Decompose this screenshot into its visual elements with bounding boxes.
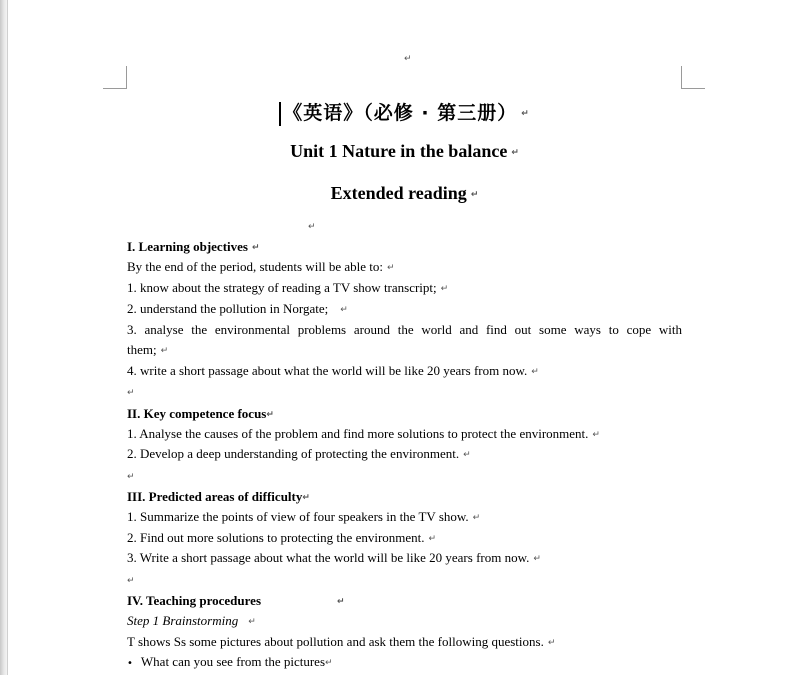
paragraph-mark-icon: ↵ — [521, 108, 530, 119]
crop-mark-top-right — [681, 66, 705, 89]
paragraph-mark-icon: ↵ — [533, 554, 541, 565]
competence-item: 1. Analyse the causes of the problem and find more solutions to protect the environment. ↵ — [127, 426, 600, 441]
paragraph-mark-icon: ↵ — [302, 493, 310, 504]
competence-heading: II. Key competence focus↵ — [127, 406, 274, 421]
objective-item: 1. know about the strategy of reading a TV show transcript; ↵ — [127, 280, 449, 295]
bullet-icon: • — [127, 658, 133, 669]
document-title-chinese: 《英语》（必修 · 第三册） ↵ — [8, 98, 801, 126]
paragraph-mark-icon: ↵ — [251, 243, 260, 254]
document-page[interactable] — [8, 0, 801, 675]
paragraph-mark-icon: ↵ — [470, 189, 479, 200]
paragraph-mark-icon: ↵ — [325, 658, 333, 669]
paragraph-mark-icon: ↵ — [337, 597, 345, 608]
procedures-heading: IV. Teaching procedures ↵ — [127, 593, 345, 608]
paragraph-mark-icon: ↵ — [340, 305, 348, 316]
bullet-item: • What can you see from the pictures↵ — [127, 654, 333, 669]
paragraph-mark-icon: ↵ — [386, 263, 395, 274]
competence-item: 2. Develop a deep understanding of protecting the environment. ↵ — [127, 446, 471, 461]
objective-item-continued: them; ↵ — [127, 342, 169, 357]
paragraph-mark-icon: ↵ — [248, 617, 256, 628]
paragraph-mark-icon: ↵ — [547, 638, 556, 649]
objectives-intro: By the end of the period, students will be able to: ↵ — [127, 259, 395, 274]
objective-item: 3. analyse the environmental problems around the world and find out some ways to cope with — [127, 322, 682, 337]
paragraph-mark-icon: ↵ — [428, 534, 437, 545]
crop-mark-top-left — [103, 66, 127, 89]
paragraph-mark-icon: ↵ — [472, 513, 481, 524]
empty-paragraph — [127, 570, 687, 591]
paragraph-mark-icon: ↵ — [511, 147, 519, 158]
paragraph-mark-icon: ↵ — [160, 346, 169, 357]
objective-item: 4. write a short passage about what the world will be like 20 years from now. ↵ — [127, 363, 539, 378]
objectives-heading: I. Learning objectives ↵ — [127, 239, 260, 254]
window-left-edge — [0, 0, 8, 675]
paragraph-mark-icon: ↵ — [127, 472, 135, 483]
paragraph-mark-icon: ↵ — [266, 410, 274, 421]
paragraph-mark-icon: ↵ — [592, 430, 600, 441]
unit-title: Unit 1 Nature in the balance ↵ — [290, 141, 519, 161]
paragraph-mark-icon: ↵ — [127, 388, 135, 399]
difficulty-heading: III. Predicted areas of difficulty↵ — [127, 489, 310, 504]
empty-paragraph — [304, 216, 324, 237]
empty-paragraph — [127, 382, 687, 403]
objective-item: 2. understand the pollution in Norgate; ↵ — [127, 301, 348, 316]
step-heading: Step 1 Brainstorming ↵ — [127, 613, 256, 628]
empty-paragraph — [127, 466, 687, 487]
paragraph-mark-icon: ↵ — [531, 367, 539, 378]
empty-paragraph — [400, 48, 420, 69]
paragraph-mark-icon: ↵ — [127, 576, 135, 587]
paragraph-mark-icon: ↵ — [404, 54, 412, 65]
paragraph-mark-icon: ↵ — [308, 222, 316, 233]
paragraph-mark-icon: ↵ — [463, 450, 471, 461]
difficulty-item: 3. Write a short passage about what the world will be like 20 years from now. ↵ — [127, 550, 541, 565]
section-title: Extended reading ↵ — [330, 183, 479, 203]
text-cursor — [279, 102, 281, 126]
procedures-intro: T shows Ss some pictures about pollution and ask them the following questions. ↵ — [127, 634, 556, 649]
difficulty-item: 1. Summarize the points of view of four speakers in the TV show. ↵ — [127, 509, 481, 524]
paragraph-mark-icon: ↵ — [440, 284, 449, 295]
difficulty-item: 2. Find out more solutions to protecting the environment. ↵ — [127, 530, 437, 545]
